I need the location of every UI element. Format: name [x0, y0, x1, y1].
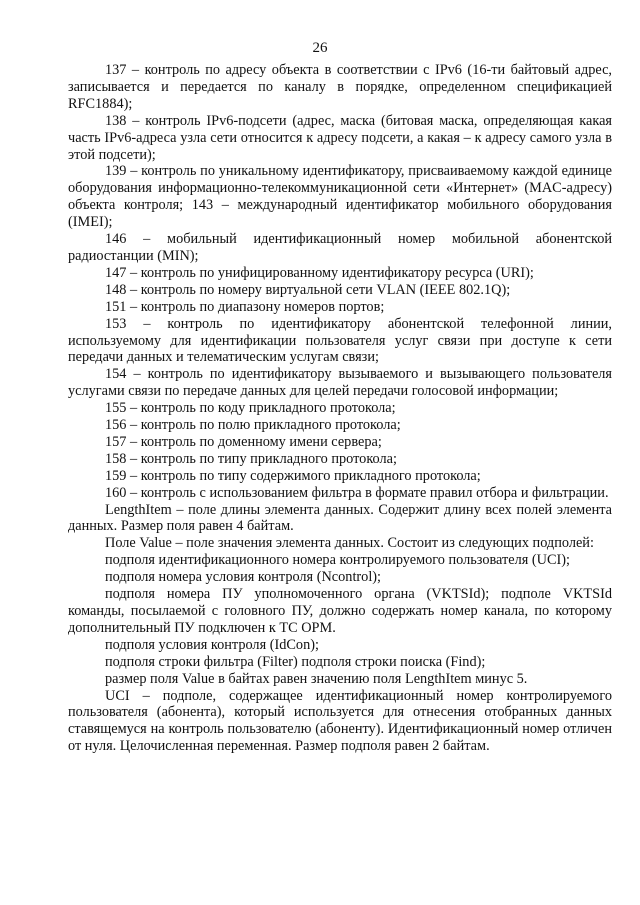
paragraph-151: 151 – контроль по диапазону номеров портов;	[105, 298, 385, 315]
paragraph-subfield-filter-find: подполя строки фильтра (Filter) подполя строки поиска (Find);	[105, 653, 486, 670]
page-number: 26	[312, 40, 328, 56]
document-body	[68, 62, 612, 755]
paragraph-138: 138 – контроль IPv6-подсети (адрес, маска (битовая маска, определяющая какая часть IPv6-адреса узла сети относится к адресу подсети, а какая – к адресу самого узла в этой подсети);	[68, 112, 612, 163]
paragraph-156: 156 – контроль по полю прикладного протокола;	[105, 417, 401, 434]
paragraph-157: 157 – контроль по доменному имени сервера;	[105, 433, 382, 450]
paragraph-uci-definition: UCI – подполе, содержащее идентификационный номер контролируемого пользователя (абонента), который используется для отнесения отобранных данных ставящемуся на контроль пользователю (абоненту). Идентификационный номер отличен от нуля. Целочисленная переменная. Размер подполя равен 2 байтам.	[68, 687, 612, 755]
paragraph-153: 153 – контроль по идентификатору абонентской телефонной линии, используемому для идентификации пользователя услуг связи при доступе к сети передачи данных и телематическим услугам связи;	[68, 315, 612, 366]
paragraph-147: 147 – контроль по унифицированному идентификатору ресурса (URI);	[105, 264, 534, 281]
paragraph-154: 154 – контроль по идентификатору вызываемого и вызывающего пользователя услугами связи по передаче данных для целей передачи голосовой информации;	[68, 366, 612, 400]
paragraph-148: 148 – контроль по номеру виртуальной сети VLAN (IEEE 802.1Q);	[105, 281, 511, 298]
paragraph-subfield-idcon: подполя условия контроля (IdCon);	[105, 636, 319, 653]
paragraph-subfield-ncontrol: подполя номера условия контроля (Ncontrol);	[105, 569, 382, 586]
paragraph-155: 155 – контроль по коду прикладного протокола;	[105, 400, 396, 417]
paragraph-139-143: 139 – контроль по уникальному идентификатору, присваиваемому каждой единице оборудования информационно-телекоммуникационной сети «Интернет» (MAC-адресу) объекта контроля; 143 – международный идентификатор мобильного оборудования (IMEI);	[68, 163, 612, 231]
paragraph-160: 160 – контроль с использованием фильтра в формате правил отбора и фильтрации.	[105, 484, 609, 501]
paragraph-subfield-vktsid: подполя номера ПУ уполномоченного органа (VKTSId); подполе VKTSId команды, посылаемой с головного ПУ, должно содержать номер канала, по которому дополнительный ПУ подключен к ТС ОРМ.	[68, 586, 612, 636]
paragraph-137: 137 – контроль по адресу объекта в соответствии с IPv6 (16-ти байтовый адрес, записывается и передается по каналу в порядке, определенном спецификацией RFC1884);	[68, 62, 612, 112]
paragraph-146: 146 – мобильный идентификационный номер мобильной абонентской радиостанции (MIN);	[68, 231, 612, 264]
paragraph-subfield-uci: подполя идентификационного номера контролируемого пользователя (UCI);	[105, 552, 571, 569]
paragraph-value-size: размер поля Value в байтах равен значению поля LengthItem минус 5.	[105, 670, 528, 687]
paragraph-value-field: Поле Value – поле значения элемента данных. Состоит из следующих подполей:	[105, 535, 594, 552]
paragraph-lengthitem: LengthItem – поле длины элемента данных. Содержит длину всех полей элемента данных. Размер поля равен 4 байтам.	[68, 501, 612, 535]
paragraph-158: 158 – контроль по типу прикладного протокола;	[105, 450, 397, 467]
paragraph-159: 159 – контроль по типу содержимого прикладного протокола;	[105, 467, 481, 484]
